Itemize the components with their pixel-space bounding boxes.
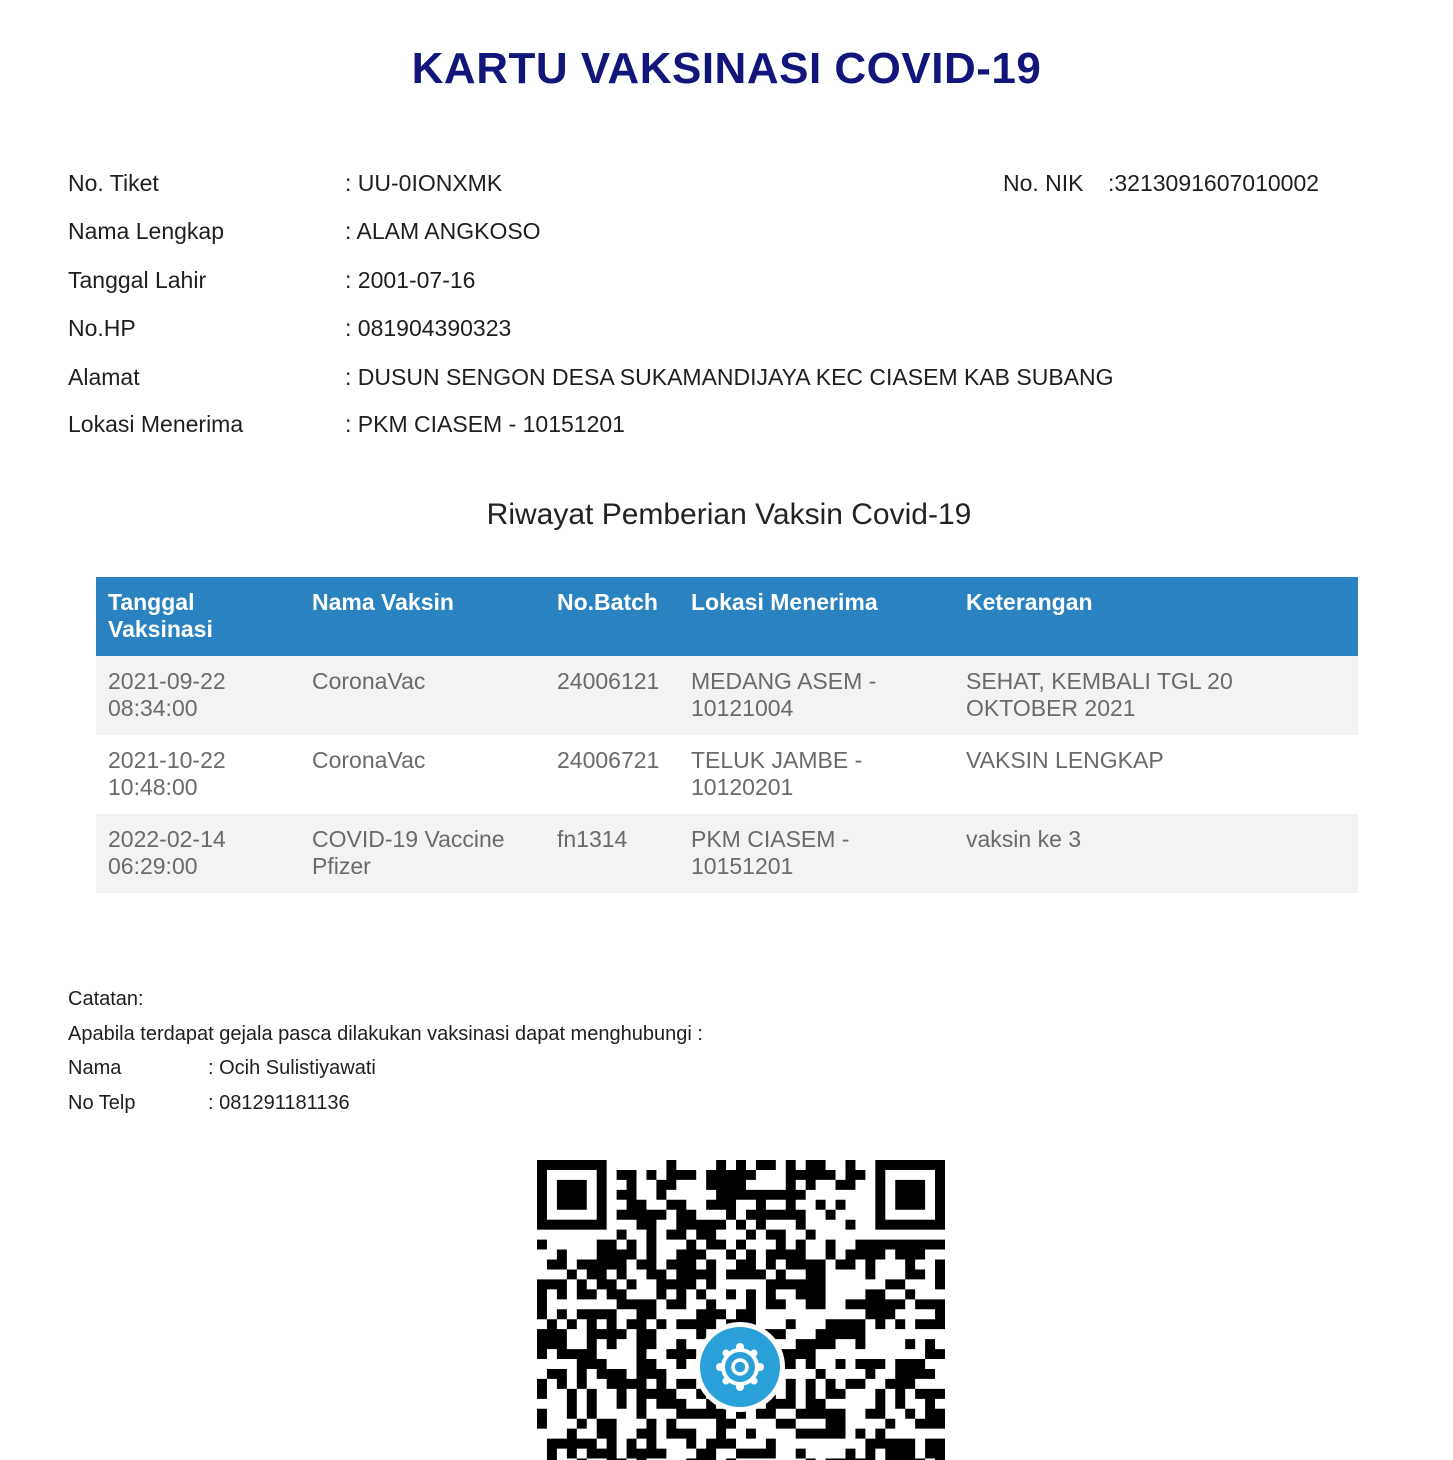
header-batch: No.Batch [545,577,679,656]
table-header-row [96,577,1358,656]
location-value: : PKM CIASEM - 10151201 [345,411,625,437]
cell-remarks: VAKSIN LENGKAP [954,735,1358,814]
location-row [68,409,1368,439]
cell-location: PKM CIASEM - 10151201 [679,814,954,893]
cell-batch: 24006121 [545,656,679,735]
header-date: Tanggal Vaksinasi [96,577,300,656]
ticket-label: No. Tiket [68,170,159,196]
contact-name-label: Nama [68,1057,122,1079]
cell-remarks: vaksin ke 3 [954,814,1358,893]
nik-block [1003,168,1319,198]
cell-vaccine: CoronaVac [300,656,545,735]
cell-date: 2021-10-22 10:48:00 [96,735,300,814]
nik-value: :3213091607010002 [1108,170,1320,196]
name-row [68,216,1368,246]
cell-location: MEDANG ASEM - 10121004 [679,656,954,735]
dob-row [68,265,1368,295]
address-value: : DUSUN SENGON DESA SUKAMANDIJAYA KEC CIASEM KAB SUBANG [345,364,1114,390]
contact-phone-row [68,1088,968,1123]
page-title: KARTU VAKSINASI COVID-19 [411,44,1042,93]
phone-value: : 081904390323 [345,315,512,341]
history-heading: Riwayat Pemberian Vaksin Covid-19 [486,498,972,531]
contact-name-row [68,1053,968,1088]
name-label: Nama Lengkap [68,218,224,244]
table-row [96,814,1358,893]
cell-vaccine: COVID-19 Vaccine Pfizer [300,814,545,893]
location-label: Lokasi Menerima [68,411,244,437]
vaccination-table [96,577,1358,893]
dob-value: : 2001-07-16 [345,267,476,293]
notes-section [68,984,968,1122]
table-row [96,735,1358,814]
dob-label: Tanggal Lahir [68,267,207,293]
qr-code-icon [537,1160,945,1460]
name-value: : ALAM ANGKOSO [345,218,541,244]
cell-remarks: SEHAT, KEMBALI TGL 20 OKTOBER 2021 [954,656,1358,735]
cell-location: TELUK JAMBE - 10120201 [679,735,954,814]
cell-batch: fn1314 [545,814,679,893]
phone-row [68,313,1368,343]
contact-phone-value: : 081291181136 [208,1091,350,1114]
contact-name-value: : Ocih Sulistiyawati [208,1057,376,1079]
ticket-row [68,168,1368,198]
app-logo-icon [695,1322,785,1412]
address-row [68,362,1368,392]
notes-line: Apabila terdapat gejala pasca dilakukan vaksinasi dapat menghubungi : [68,1022,703,1045]
phone-label: No.HP [68,315,136,341]
cell-vaccine: CoronaVac [300,735,545,814]
nik-label: No. NIK [1003,170,1084,196]
header-vaccine: Nama Vaksin [300,577,545,656]
ticket-value: : UU-0IONXMK [345,170,503,196]
table-row [96,656,1358,735]
address-label: Alamat [68,364,140,390]
qr-code [537,1160,945,1460]
header-location: Lokasi Menerima [679,577,954,656]
cell-date: 2022-02-14 06:29:00 [96,814,300,893]
header-remarks: Keterangan [954,577,1358,656]
cell-date: 2021-09-22 08:34:00 [96,656,300,735]
cell-batch: 24006721 [545,735,679,814]
contact-phone-label: No Telp [68,1091,136,1114]
notes-heading: Catatan: [68,988,144,1010]
